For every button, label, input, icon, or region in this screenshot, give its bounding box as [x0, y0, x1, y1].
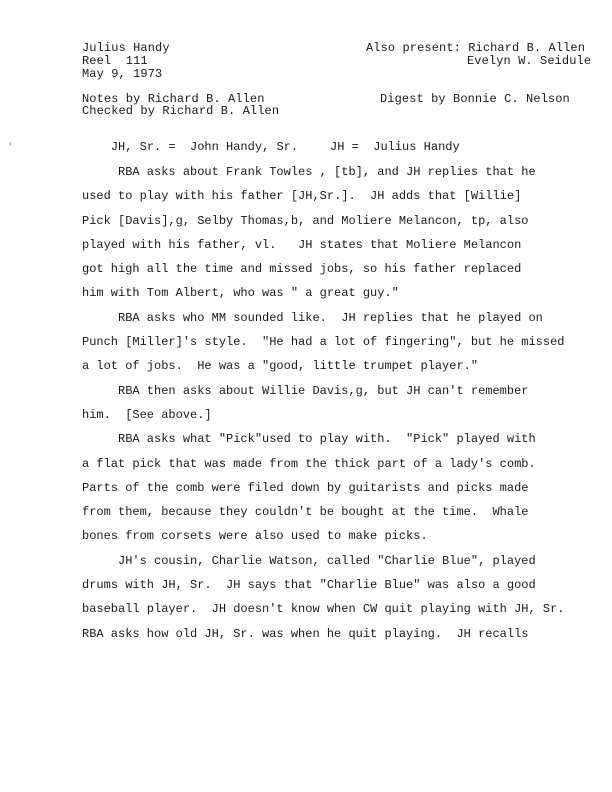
body-line: got high all the time and missed jobs, so his father replaced — [82, 262, 522, 277]
body-line: used to play with his father [JH,Sr.]. JH adds that [Willie] — [82, 189, 522, 204]
body-line: RBA then asks about Willie Davis,g, but JH can't remember — [82, 383, 529, 398]
checked-by: Checked by Richard B. Allen — [82, 104, 280, 118]
body-line: drums with JH, Sr. JH says that "Charlie Blue" was also a good — [82, 578, 536, 593]
body-line: JH's cousin, Charlie Watson, called "Charlie Blue", played — [82, 553, 536, 568]
body-line: played with his father, vl. JH states that Moliere Melancon — [82, 237, 522, 252]
abbreviation-jh: JH = Julius Handy — [330, 140, 460, 154]
body-line: RBA asks about Frank Towles , [tb], and JH replies that he — [82, 165, 536, 179]
notes-by: Notes by Richard B. Allen — [82, 92, 265, 106]
digest-by: Digest by Bonnie C. Nelson — [380, 92, 570, 106]
body-line: baseball player. JH doesn't know when CW quit playing with JH, Sr. — [82, 602, 565, 617]
interview-date: May 9, 1973 — [82, 67, 163, 81]
body-line: RBA asks how old JH, Sr. was when he quit playing. JH recalls — [82, 626, 529, 641]
body-line: from them, because they couldn't be bought at the time. Whale — [82, 505, 529, 520]
reel-number: Reel 111 — [82, 54, 148, 68]
body-line: Pick [Davis],g, Selby Thomas,b, and Moliere Melancon, tp, also — [82, 213, 529, 228]
body-line: Parts of the comb were filed down by guitarists and picks made — [82, 480, 529, 495]
interviewee-name: Julius Handy — [82, 41, 170, 55]
body-line: RBA asks what "Pick"used to play with. "Pick" played with — [82, 432, 536, 447]
body-line: RBA asks who MM sounded like. JH replies that he played on — [82, 310, 543, 325]
body-line: him with Tom Albert, who was " a great guy." — [82, 286, 399, 301]
digest-body — [82, 160, 565, 646]
body-line: Punch [Miller]'s style. "He had a lot of fingering", but he missed — [82, 335, 565, 350]
also-present-second: Evelyn W. Seidule — [467, 54, 592, 68]
body-line: him. [See above.] — [82, 407, 212, 422]
body-line: a lot of jobs. He was a "good, little trumpet player." — [82, 359, 479, 374]
margin-mark: ‹ — [8, 140, 13, 149]
body-line: a flat pick that was made from the thick part of a lady's comb. — [82, 456, 536, 471]
also-present: Also present: Richard B. Allen — [366, 41, 586, 55]
body-line: bones from corsets were also used to make picks. — [82, 529, 428, 544]
abbreviation-jh-sr: JH, Sr. = John Handy, Sr. — [110, 140, 299, 154]
